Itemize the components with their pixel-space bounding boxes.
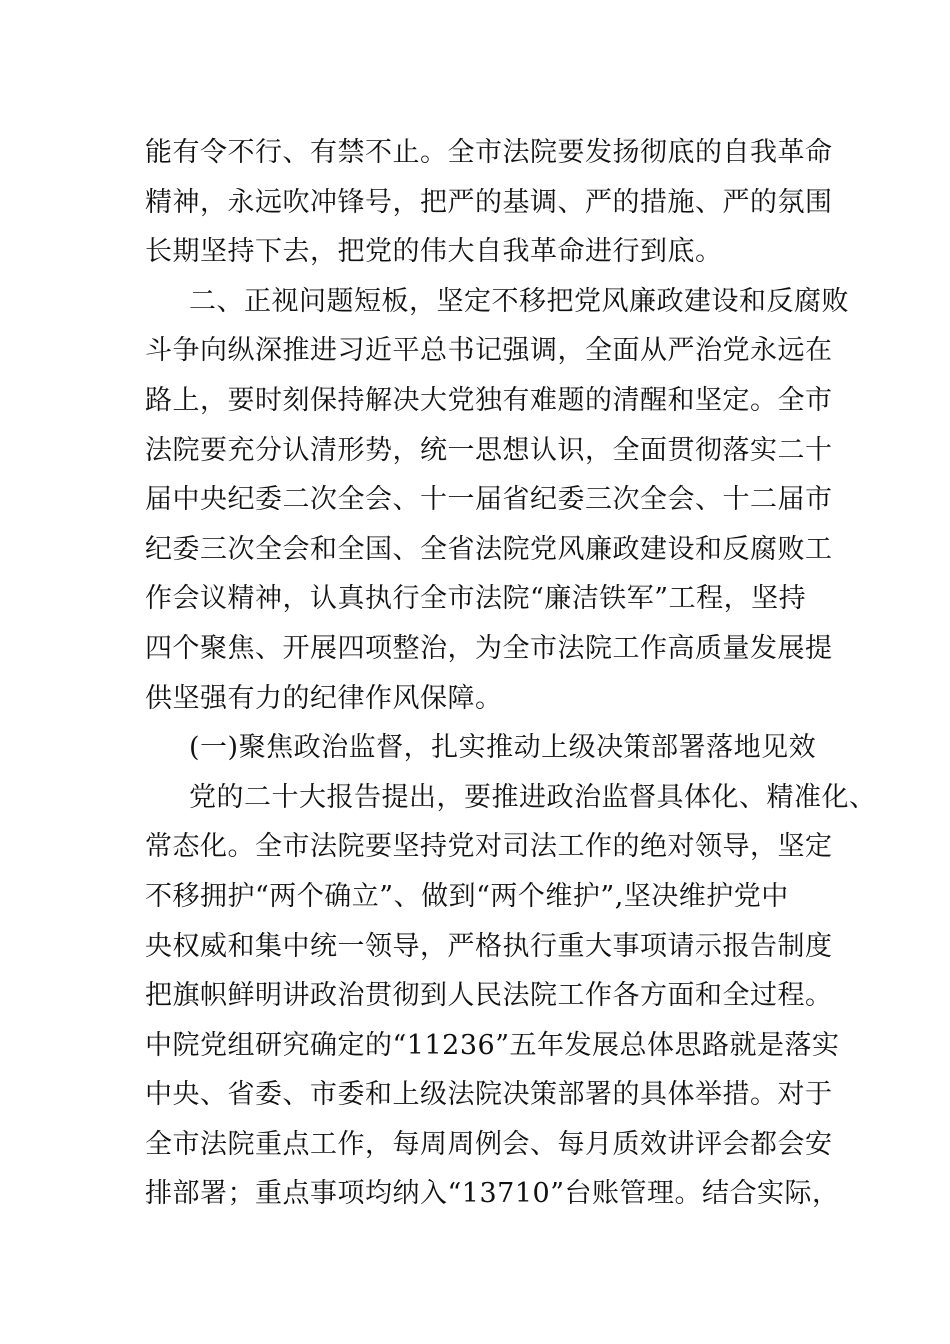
text-line-20: 中央、省委、市委和上级法院决策部署的具体举措。对于 bbox=[145, 1079, 833, 1111]
text-line-16: 不移拥护“两个确立”、做到“两个维护”,坚决维护党中 bbox=[145, 880, 789, 912]
text-line-6: 路上，要时刻保持解决大党独有难题的清醒和坚定。全市 bbox=[145, 384, 833, 416]
text-line-5: 斗争向纵深推进习近平总书记强调，全面从严治党永远在 bbox=[145, 335, 833, 367]
text-line-22: 排部署；重点事项均纳入“13710”台账管理。结合实际， bbox=[145, 1178, 840, 1210]
text-line-15: 常态化。全市法院要坚持党对司法工作的绝对领导，坚定 bbox=[145, 831, 833, 863]
text-line-21: 全市法院重点工作，每周周例会、每月质效讲评会都会安 bbox=[145, 1128, 833, 1160]
text-line-2: 精神，永远吹冲锋号，把严的基调、严的措施、严的氛围 bbox=[145, 186, 833, 218]
text-line-10: 作会议精神，认真执行全市法院“廉洁铁军”工程，坚持 bbox=[145, 583, 807, 615]
text-line-3: 长期坚持下去，把党的伟大自我革命进行到底。 bbox=[145, 236, 723, 268]
text-line-7: 法院要充分认清形势，统一思想认识，全面贯彻落实二十 bbox=[145, 434, 833, 466]
text-line-19: 中院党组研究确定的“11236”五年发展总体思路就是落实 bbox=[145, 1029, 840, 1061]
subsection-heading-1: (一)聚焦政治监督，扎实推动上级决策部署落地见效 bbox=[189, 732, 817, 764]
text-line-11: 四个聚焦、开展四项整治，为全市法院工作高质量发展提 bbox=[145, 632, 833, 664]
text-line-1: 能有令不行、有禁不止。全市法院要发扬彻底的自我革命 bbox=[145, 137, 833, 168]
text-line-8: 届中央纪委二次全会、十一届省纪委三次全会、十二届市 bbox=[145, 484, 833, 516]
text-line-9: 纪委三次全会和全国、全省法院党风廉政建设和反腐败工 bbox=[145, 533, 833, 565]
text-line-18: 把旗帜鲜明讲政治贯彻到人民法院工作各方面和全过程。 bbox=[145, 980, 833, 1012]
text-line-17: 央权威和集中统一领导，严格执行重大事项请示报告制度 bbox=[145, 930, 833, 962]
text-line-14: 党的二十大报告提出，要推进政治监督具体化、精准化、 bbox=[189, 781, 877, 813]
document-page bbox=[145, 128, 877, 1219]
section-heading-2: 二、正视问题短板，坚定不移把党风廉政建设和反腐败 bbox=[189, 285, 849, 317]
text-line-12: 供坚强有力的纪律作风保障。 bbox=[145, 682, 503, 714]
